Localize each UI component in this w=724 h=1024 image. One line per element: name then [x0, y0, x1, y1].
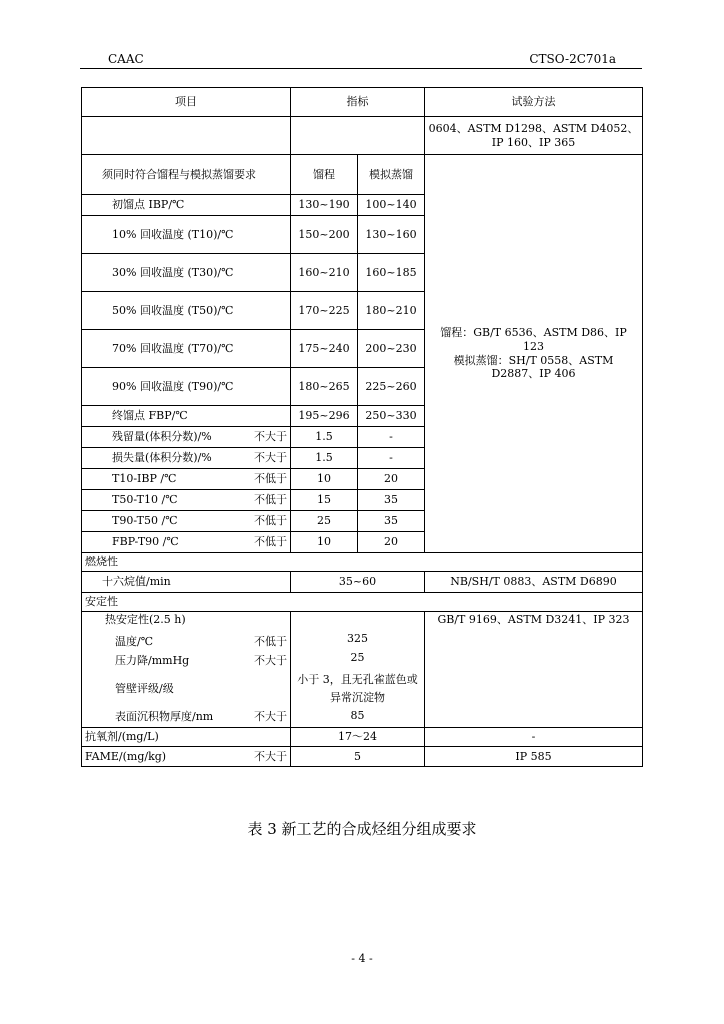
- limit-text: 不大于: [254, 430, 287, 444]
- row-value-a: 180~265: [291, 368, 358, 406]
- row-value-b: 200~230: [358, 330, 425, 368]
- row-method: NB/SH/T 0883、ASTM D6890: [425, 572, 643, 593]
- table-row-dist-header: [82, 155, 643, 195]
- row-value-a: 1.5: [291, 448, 358, 469]
- table-header-row: [82, 88, 643, 117]
- section-combustion: 燃烧性: [82, 553, 643, 572]
- deposit-label: 表面沉积物厚度/nm 不大于: [115, 710, 287, 724]
- row-label: T90-T50 /℃ 不低于: [82, 511, 291, 532]
- row-label: 70% 回收温度 (T70)/℃: [82, 330, 291, 368]
- row-value-b: 20: [358, 469, 425, 490]
- dist-method-b: 模拟蒸馏：SH/T 0558、ASTM D2887、IP 406: [453, 353, 614, 381]
- row-label: 损失量(体积分数)/% 不大于: [82, 448, 291, 469]
- row-value: 17～24: [291, 728, 425, 747]
- row-value-a: 150~200: [291, 216, 358, 254]
- row-label: 30% 回收温度 (T30)/℃: [82, 254, 291, 292]
- stability-method: GB/T 9169、ASTM D3241、IP 323: [425, 612, 643, 728]
- row-label: FBP-T90 /℃ 不低于: [82, 532, 291, 553]
- header-rule: [80, 68, 642, 69]
- row-value: 5: [291, 747, 425, 767]
- row-value-a: 130~190: [291, 195, 358, 216]
- spec-table: [81, 87, 643, 767]
- section-stability: 安定性: [82, 593, 643, 612]
- table-caption: 表 3 新工艺的合成烃组分组成要求: [247, 820, 477, 838]
- row-value-b: -: [358, 448, 425, 469]
- row-label: T50-T10 /℃ 不低于: [82, 490, 291, 511]
- row-value-a: 160~210: [291, 254, 358, 292]
- page-number: - 4 -: [351, 952, 373, 965]
- table-row: [82, 572, 643, 593]
- temp-value: 325: [347, 632, 368, 645]
- temp-label: 温度/℃ 不低于: [115, 634, 287, 648]
- row-value-b: 20: [358, 532, 425, 553]
- row-label: 50% 回收温度 (T50)/℃: [82, 292, 291, 330]
- limit-text: 不低于: [254, 493, 287, 507]
- row-value-a: 25: [291, 511, 358, 532]
- dist-col-a: 馏程: [291, 155, 358, 195]
- row-value: 35~60: [291, 572, 425, 593]
- row-value-b: 180~210: [358, 292, 425, 330]
- limit-text: 不大于: [254, 451, 287, 465]
- empty-cell: [291, 117, 425, 155]
- limit-text: 不低于: [254, 514, 287, 528]
- row-value-b: 225~260: [358, 368, 425, 406]
- dist-method-a: 馏程：GB/T 6536、ASTM D86、IP 123: [440, 326, 627, 353]
- empty-cell: [82, 117, 291, 155]
- dist-requirement: 须同时符合馏程与模拟蒸馏要求: [82, 155, 291, 195]
- dist-col-b: 模拟蒸馏: [358, 155, 425, 195]
- tube-value: 小于 3，且无孔雀蓝色或异常沉淀物: [297, 673, 418, 704]
- deposit-value: 85: [350, 709, 365, 722]
- table-row-section: [82, 593, 643, 612]
- row-label: 终馏点 FBP/℃: [82, 406, 291, 427]
- row-value-b: 100~140: [358, 195, 425, 216]
- thermal-label: 热安定性(2.5 h): [105, 613, 186, 626]
- row-label: 残留量(体积分数)/% 不大于: [82, 427, 291, 448]
- row-value-b: 250~330: [358, 406, 425, 427]
- row-label: 90% 回收温度 (T90)/℃: [82, 368, 291, 406]
- row-value-b: 35: [358, 490, 425, 511]
- header-left: CAAC: [108, 52, 144, 66]
- header-right: CTSO-2C701a: [529, 52, 616, 66]
- row-label: 10% 回收温度 (T10)/℃: [82, 216, 291, 254]
- stability-values: [291, 612, 425, 728]
- table-row-stability: [82, 612, 643, 728]
- row-value-a: 195~296: [291, 406, 358, 427]
- row-value-a: 10: [291, 469, 358, 490]
- table-row: [82, 747, 643, 767]
- row-label: T10-IBP /℃ 不低于: [82, 469, 291, 490]
- row-value-a: 1.5: [291, 427, 358, 448]
- head-item: 项目: [82, 88, 291, 117]
- row-value-a: 10: [291, 532, 358, 553]
- tube-label: 管壁评级/级: [115, 682, 174, 695]
- row-method: -: [425, 728, 643, 747]
- row-value-b: 130~160: [358, 216, 425, 254]
- row-label: FAME/(mg/kg) 不大于: [82, 747, 291, 767]
- table-row: [82, 728, 643, 747]
- table-row-continued: [82, 117, 643, 155]
- dist-method: [425, 155, 643, 553]
- row-value-b: 160~185: [358, 254, 425, 292]
- stability-labels: [82, 612, 291, 728]
- row-label: 十六烷值/min: [82, 572, 291, 593]
- head-method: 试验方法: [425, 88, 643, 117]
- pressure-value: 25: [350, 651, 365, 664]
- row-method: IP 585: [425, 747, 643, 767]
- limit-text: 不低于: [254, 472, 287, 486]
- row-value-b: 35: [358, 511, 425, 532]
- row-label: 初馏点 IBP/℃: [82, 195, 291, 216]
- head-spec: 指标: [291, 88, 425, 117]
- row-value-b: -: [358, 427, 425, 448]
- pressure-label: 压力降/mmHg 不大于: [115, 653, 287, 667]
- row-value-a: 15: [291, 490, 358, 511]
- table-row-section: [82, 553, 643, 572]
- row-value-a: 170~225: [291, 292, 358, 330]
- continued-method: 0604、ASTM D1298、ASTM D4052、IP 160、IP 365: [425, 117, 643, 155]
- row-value-a: 175~240: [291, 330, 358, 368]
- row-label: 抗氧剂/(mg/L): [82, 728, 291, 747]
- limit-text: 不低于: [254, 535, 287, 549]
